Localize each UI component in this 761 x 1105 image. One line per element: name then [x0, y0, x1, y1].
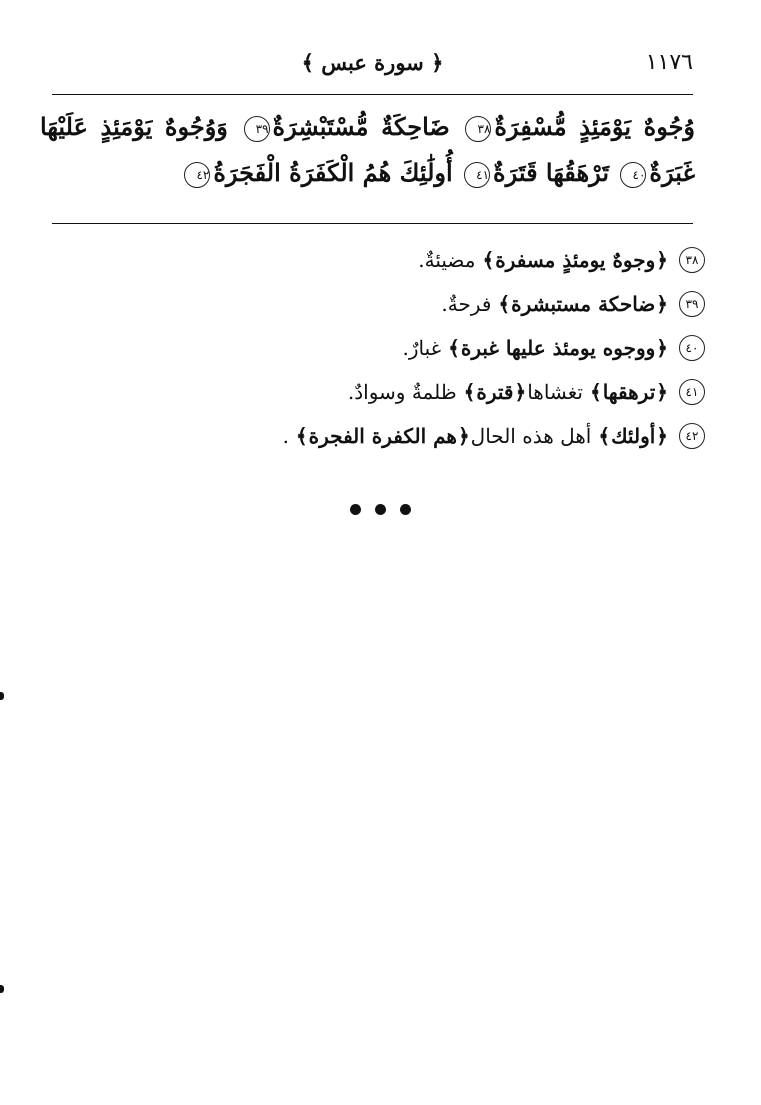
page-header: [52, 40, 693, 88]
commentary-item: ٤٠ ﴿ ووجوه يومئذ عليها غبرة ﴾ غبارٌ.: [80, 326, 705, 370]
commentary-gloss: ظلمةٌ وسوادٌ.: [347, 380, 457, 404]
commentary-gloss: غبارٌ.: [402, 336, 442, 360]
scan-edge-mark: [0, 985, 4, 993]
commentary-item: ٣٨ ﴿ وجوهٌ يومئذٍ مسفرة ﴾ مضيئةٌ.: [80, 238, 705, 282]
verse-text: وُجُوهٌ يَوْمَئِذٍ مُّسْفِرَةٌ: [494, 112, 696, 141]
verse-text: ضَاحِكَةٌ مُّسْتَبْشِرَةٌ: [272, 112, 450, 141]
verse-number-marker: ٤٠: [620, 162, 646, 188]
verse-text: أُولَٰئِكَ هُمُ الْكَفَرَةُ الْفَجَرَةُ: [213, 158, 453, 187]
commentary-gloss: .: [282, 424, 289, 448]
commentary-term: وجوهٌ يومئذٍ مسفرة: [495, 248, 656, 272]
scan-edge-mark: [0, 692, 4, 700]
commentary-list: [80, 238, 705, 458]
surah-title: ﴿ سورة عبس ﴾: [301, 50, 444, 75]
verse-number-marker: ٤٢: [184, 162, 210, 188]
commentary-gloss: تغشاها: [527, 380, 583, 404]
commentary-gloss: فرحةٌ.: [441, 292, 492, 316]
verse-text: وَوُجُوهٌ يَوْمَئِذٍ عَلَيْهَا غَبَرَةٌ: [40, 112, 695, 187]
commentary-gloss: أهل هذه الحال: [470, 424, 592, 448]
verse-number-marker: ٣٩: [679, 291, 705, 317]
dot-icon: [400, 504, 411, 515]
commentary-item: ٣٩ ﴿ ضاحكة مستبشرة ﴾ فرحةٌ.: [80, 282, 705, 326]
page-number: ١١٧٦: [645, 50, 693, 75]
verse-number-marker: ٤١: [464, 162, 490, 188]
verse-number-marker: ٤٠: [679, 335, 705, 361]
quran-text-block: [40, 104, 695, 196]
dot-icon: [350, 504, 361, 515]
header-divider: [52, 94, 693, 95]
commentary-term: قترة: [476, 380, 514, 404]
commentary-gloss: مضيئةٌ.: [418, 248, 476, 272]
commentary-term: ووجوه يومئذ عليها غبرة: [460, 336, 656, 360]
verse-number-marker: ٤١: [679, 379, 705, 405]
commentary-term: ضاحكة مستبشرة: [511, 292, 656, 316]
commentary-term: ترهقها: [602, 380, 656, 404]
section-divider: [52, 223, 693, 224]
section-end-ornament: [0, 500, 761, 519]
commentary-term: هم الكفرة الفجرة: [308, 424, 457, 448]
verse-number-marker: ٤٢: [679, 423, 705, 449]
verse-text: تَرْهَقُهَا قَتَرَةٌ: [493, 158, 610, 187]
dot-icon: [375, 504, 386, 515]
verse-number-marker: ٣٨: [679, 247, 705, 273]
verse-number-marker: ٣٨: [465, 116, 491, 142]
commentary-item: ٤١ ﴿ ترهقها ﴾ تغشاها ﴿ قترة ﴾ ظلمةٌ وسوادٌ.: [80, 370, 705, 414]
commentary-term: أولئك: [611, 424, 656, 448]
commentary-item: ٤٢ ﴿ أولئك ﴾ أهل هذه الحال ﴿ هم الكفرة الفجرة ﴾ .: [80, 414, 705, 458]
verse-number-marker: ٣٩: [244, 116, 270, 142]
